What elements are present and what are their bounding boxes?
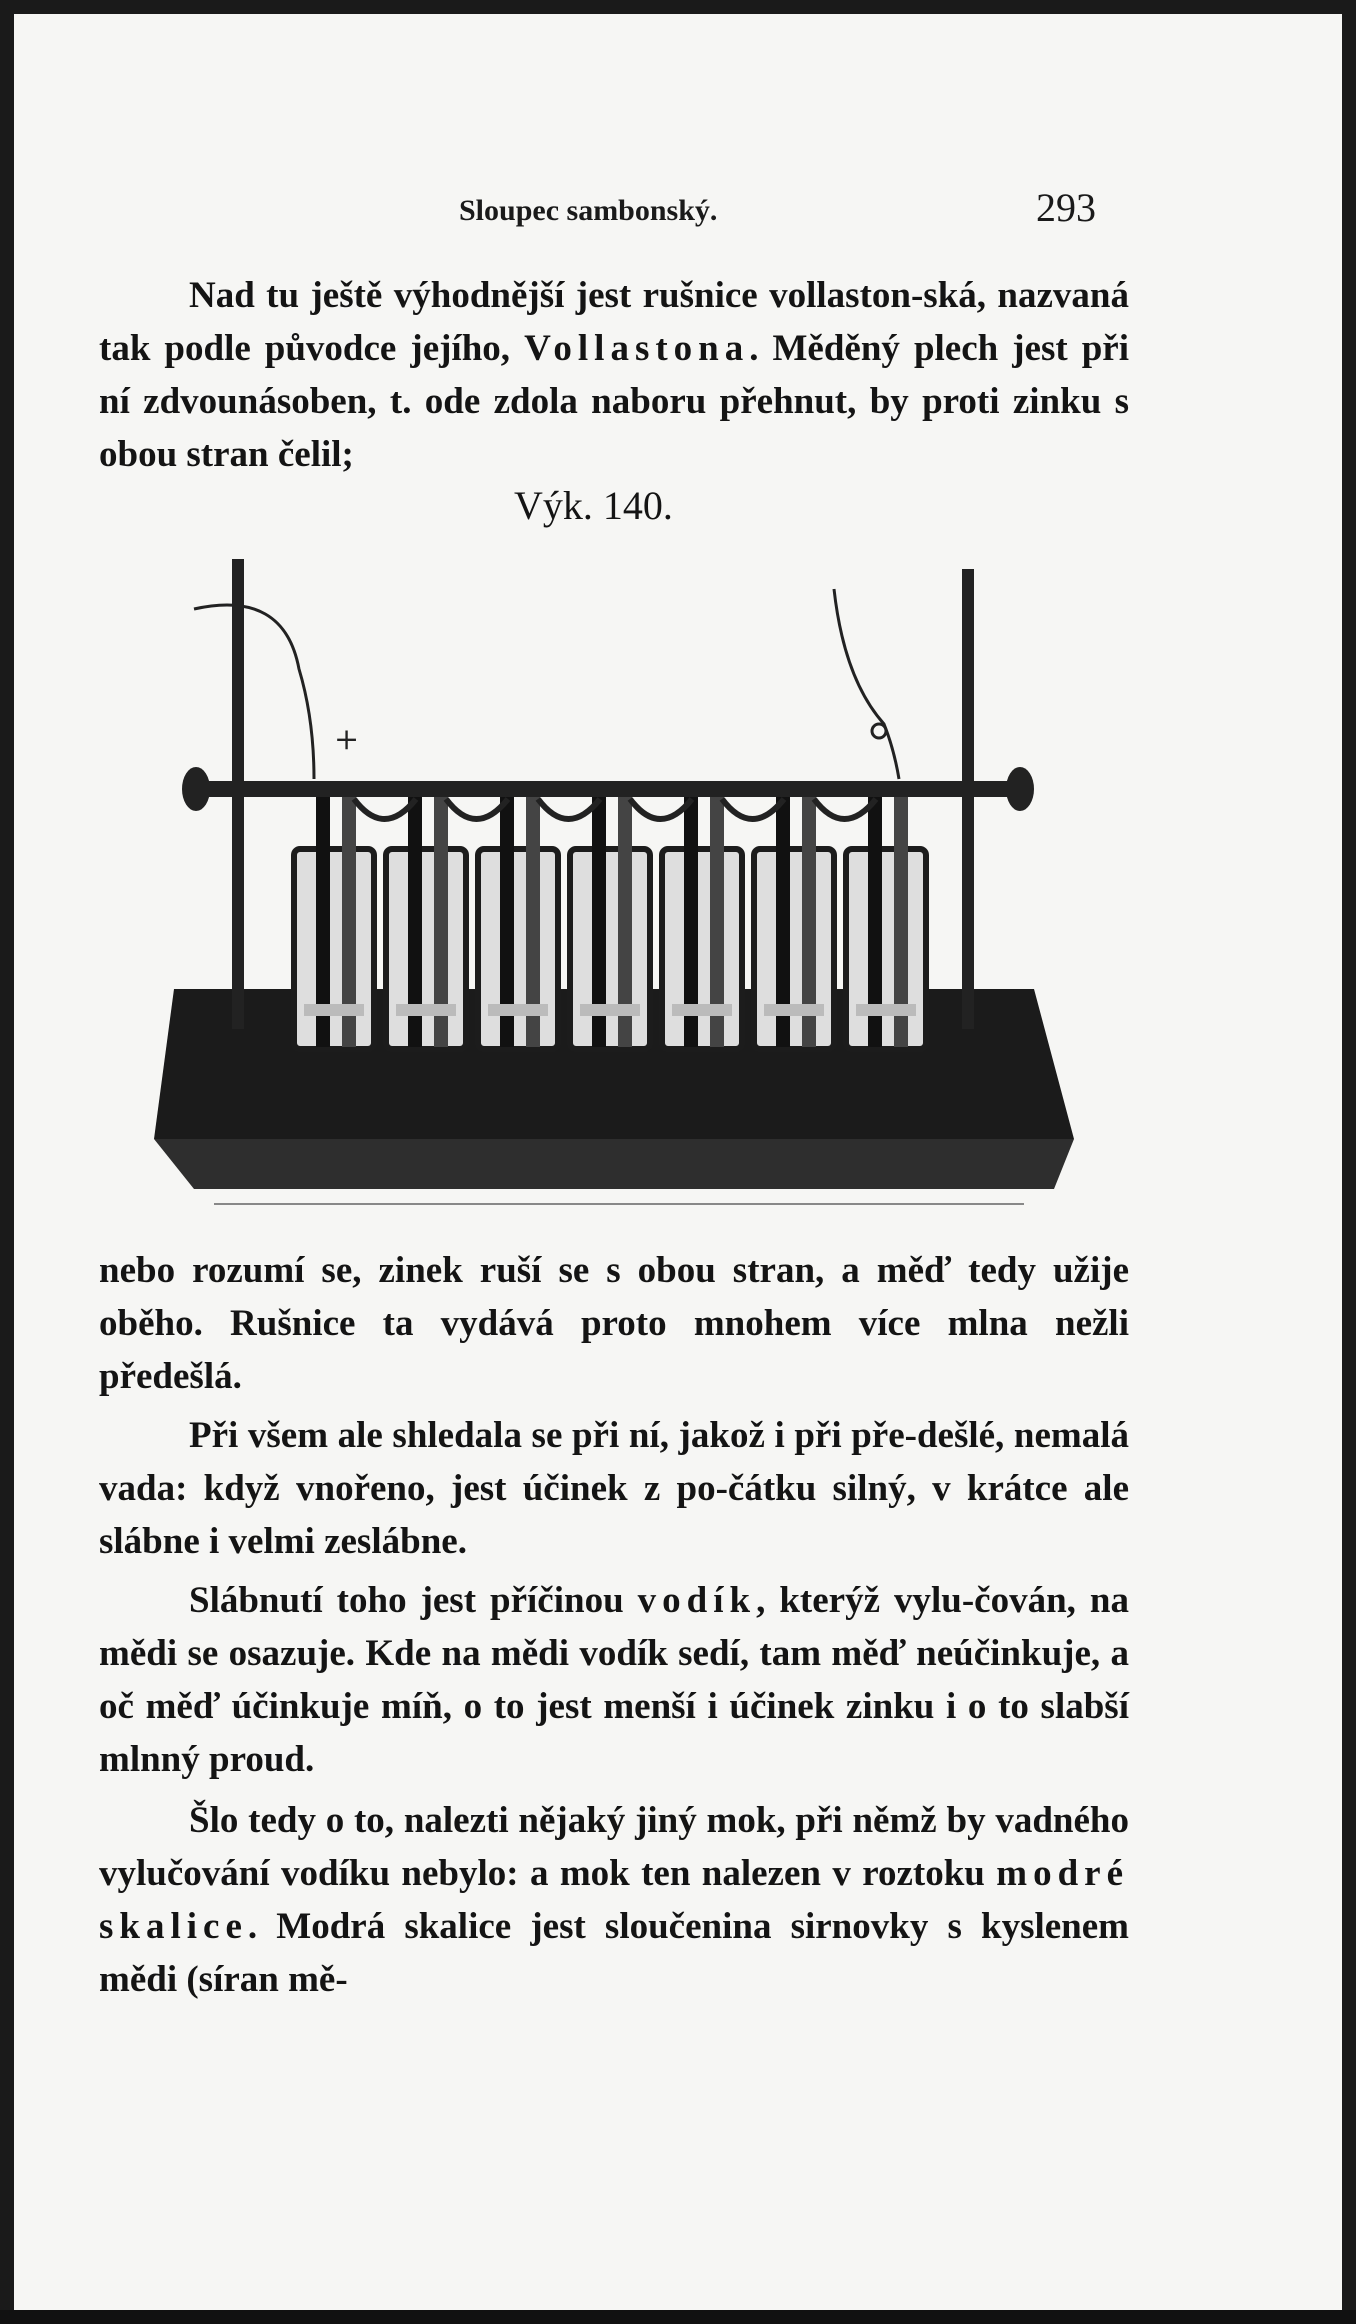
- paragraph-2: [99, 1244, 1129, 1403]
- base-board-edge: [154, 1139, 1074, 1189]
- wire-negative: [834, 589, 899, 779]
- running-head: [14, 184, 1342, 234]
- right-upright: [962, 569, 974, 1029]
- figure-caption: Výk. 140.: [514, 483, 673, 528]
- paragraph-3: [99, 1409, 1129, 1568]
- paragraph-2-text: nebo rozumí se, zinek ruší se s obou stran, a měď tedy užije oběho. Rušnice ta vydává proto mnohem více mlna nežli předešlá.: [99, 1250, 1129, 1397]
- paragraph-4: [99, 1574, 1129, 1786]
- paragraph-4-lead: Slábnutí toho jest příčinou: [189, 1580, 638, 1621]
- crossbar: [194, 781, 1024, 797]
- paragraph-5-lead: Šlo tedy o to, nalezti nějaký jiný mok, při němž by vadného vylučování vodíku nebylo: a mok ten nalezen v roztoku: [99, 1800, 1129, 1894]
- paragraph-3-text: Při všem ale shledala se při ní, jakož i při pře-dešlé, nemalá vada: když vnořeno, jest účinek z po-čátku silný, v krátce ale slábne i velmi zeslábne.: [99, 1415, 1129, 1562]
- book-page: [14, 14, 1342, 2310]
- page-number: 293: [1036, 185, 1096, 230]
- voltaic-battery-illustration: [154, 549, 1084, 1229]
- running-title: Sloupec sambonský.: [459, 194, 718, 227]
- paragraph-5: [99, 1794, 1129, 2006]
- paragraph-4-term: vodík: [637, 1580, 757, 1621]
- paragraph-5-rest: . Modrá skalice jest sloučenina sirnovky s kyslenem mědi (síran mě-: [99, 1906, 1129, 2000]
- paragraph-1: [99, 269, 1129, 481]
- svg-text:+: +: [334, 722, 360, 757]
- paragraph-4-rest: , kterýž vylu-čován, na mědi se osazuje. Kde na mědi vodík sedí, tam měď neúčinkuje, a oč měď účinkuje míň, o to jest menší i účinek zinku i o to slabší mlnný proud.: [99, 1580, 1129, 1780]
- wire-positive: [194, 605, 314, 779]
- figure-illustration: [154, 549, 1084, 1229]
- cells: [294, 797, 926, 1049]
- paragraph-1-name: Vollastona: [524, 328, 750, 369]
- paragraph-1-rest: . Měděný plech jest při ní zdvounásoben, t. ode zdola naboru přehnut, by proti zinku s obou stran čelil;: [99, 328, 1129, 475]
- paragraph-1-lead: Nad tu ještě výhodnější jest rušnice vollaston-ská, nazvaná tak podle původce jejího,: [99, 275, 1129, 369]
- paragraph-5-term: modré skalice: [99, 1853, 1129, 1947]
- scan-border: [0, 2310, 1356, 2324]
